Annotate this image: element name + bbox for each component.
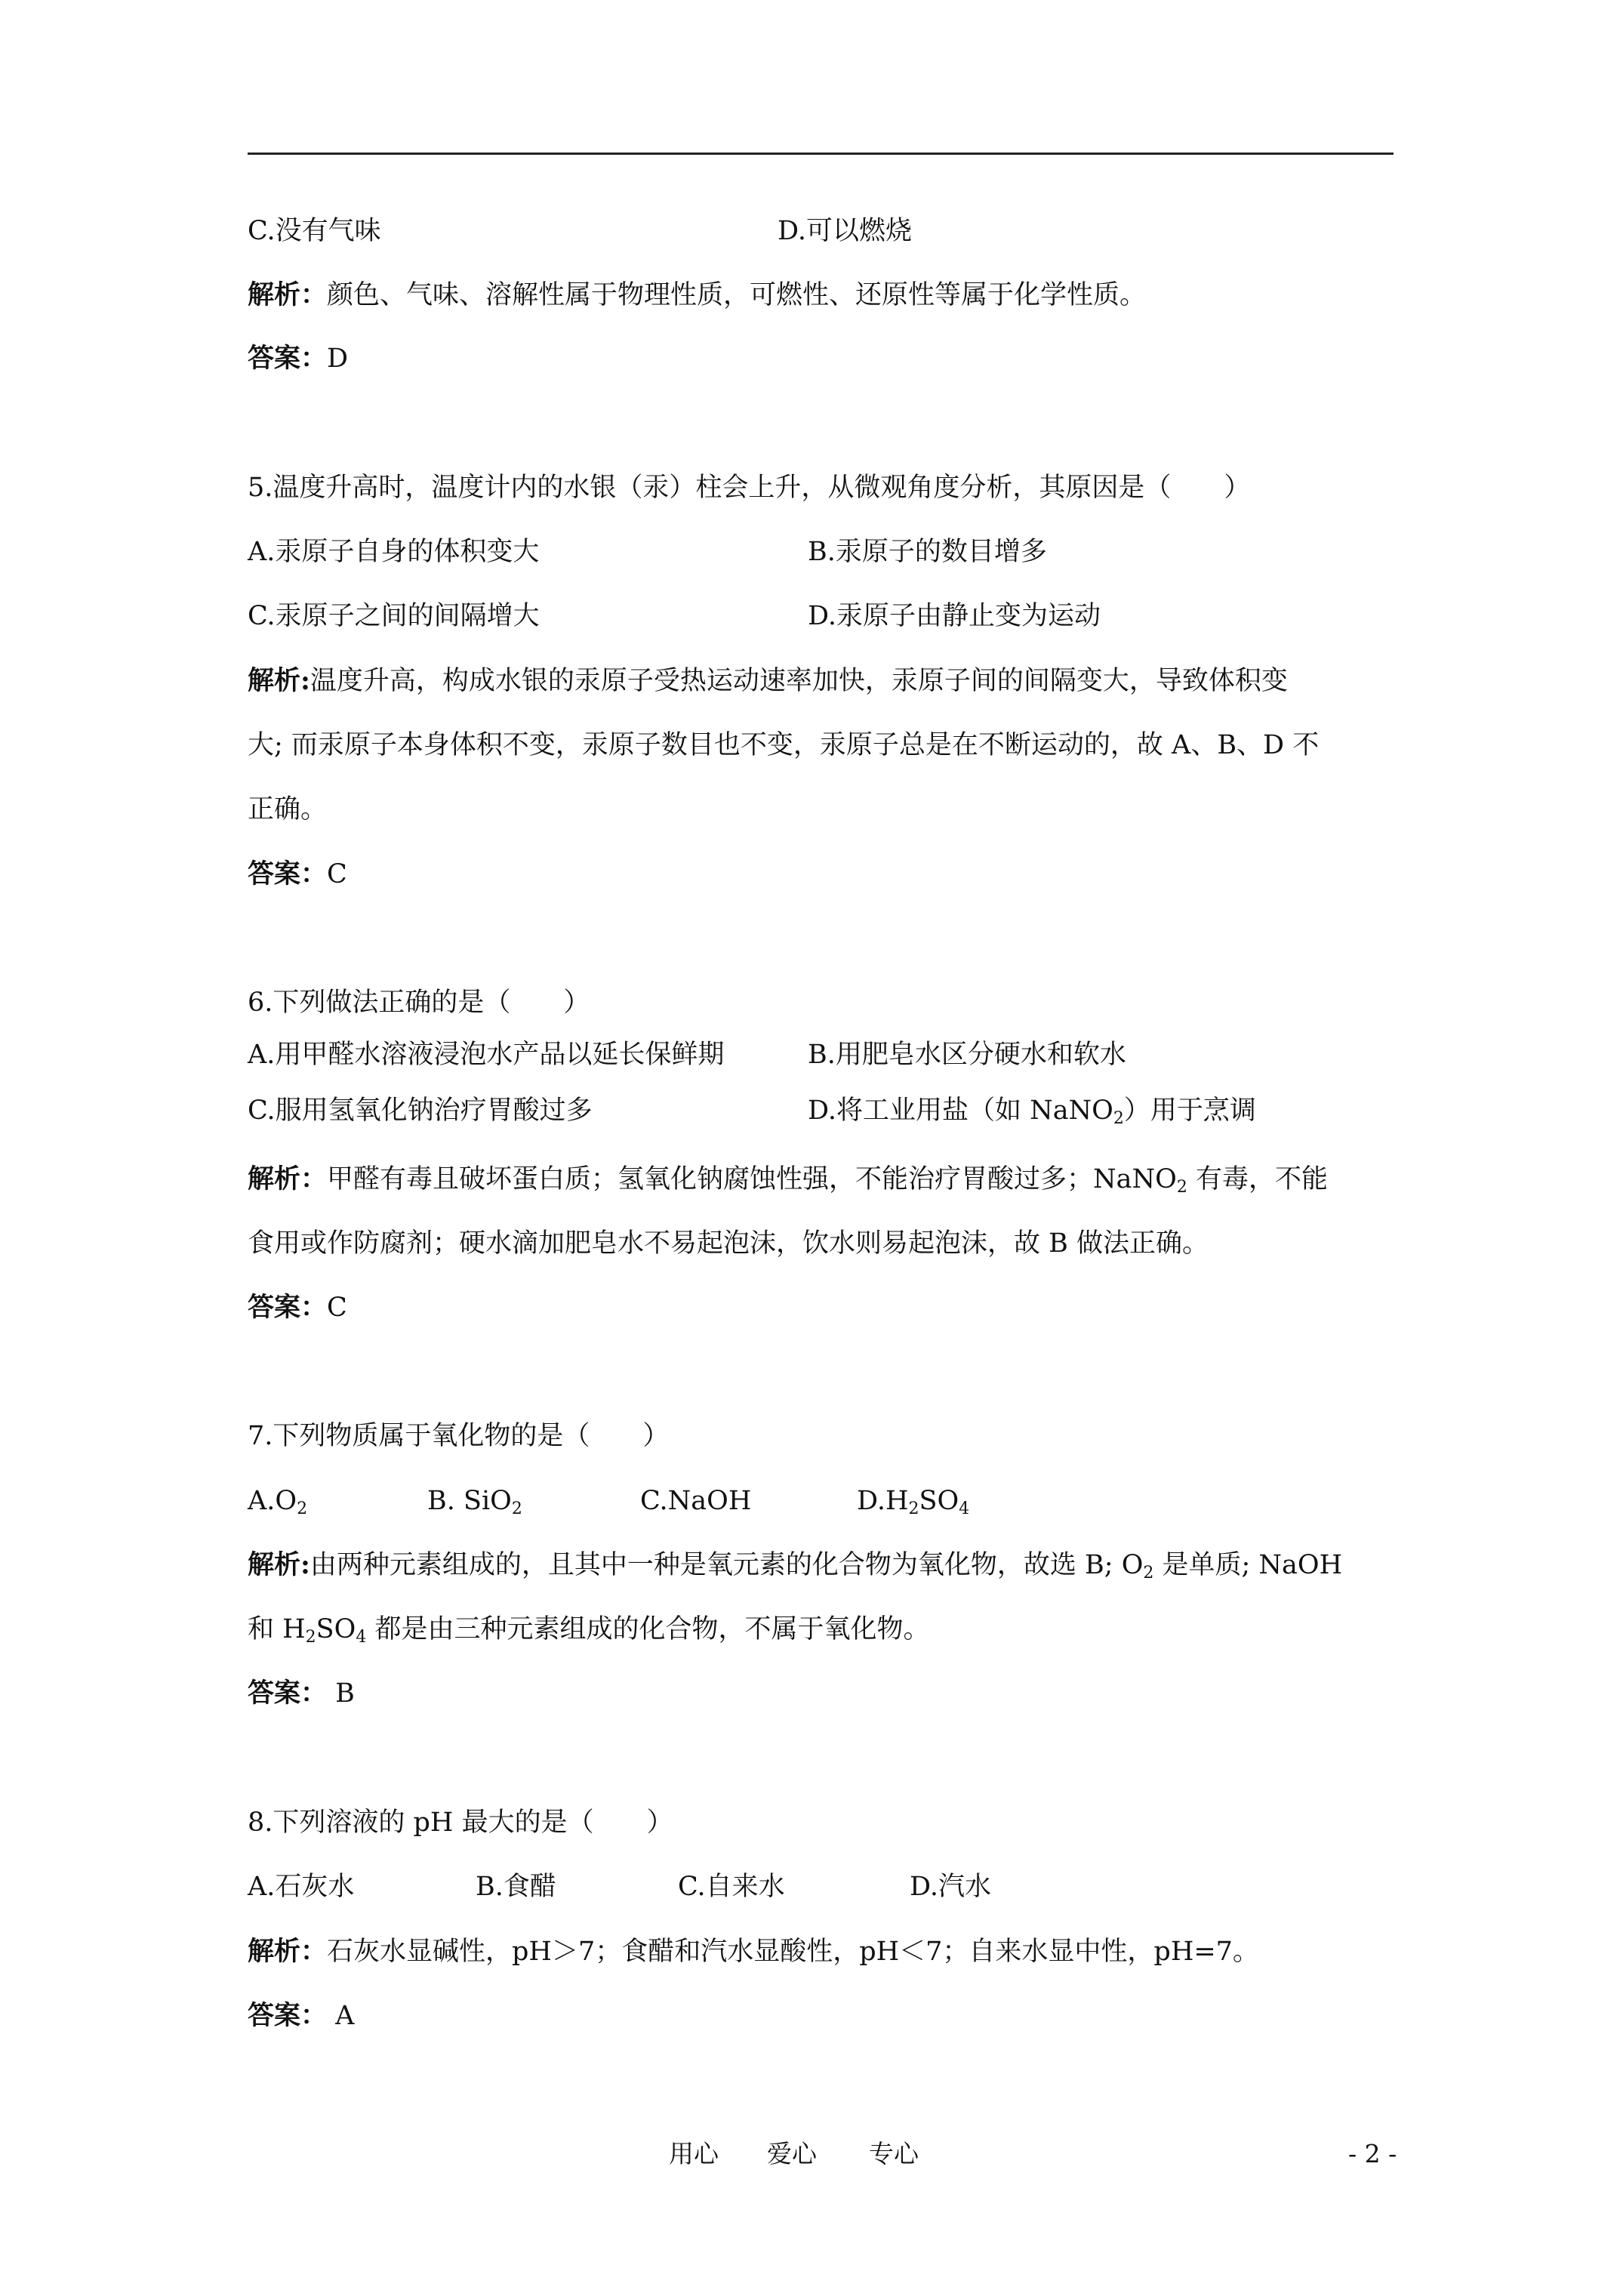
answer-value: C xyxy=(327,859,347,889)
q4-option-d: D.可以燃烧 xyxy=(778,216,912,246)
q5-option-d: D.汞原子由静止变为运动 xyxy=(808,601,1101,631)
footer-word-3: 专心 xyxy=(869,2139,919,2168)
analysis-label: 解析： xyxy=(248,279,328,310)
q6-option-b: B.用肥皂水区分硬水和软水 xyxy=(808,1040,1126,1070)
q5-answer xyxy=(248,858,347,891)
answer-label: 答案： xyxy=(248,1678,328,1709)
header-rule xyxy=(248,153,1394,155)
q5-option-c: C.汞原子之间的间隔增大 xyxy=(248,601,540,631)
q5-analysis-line-3: 正确。 xyxy=(248,794,328,824)
q8-option-c: C.自来水 xyxy=(678,1872,785,1902)
q4-answer xyxy=(248,342,348,375)
answer-value: B xyxy=(327,1678,355,1709)
q6-option-d: D.将工业用盐（如 NaNO$_2$）用于烹调 xyxy=(808,1096,1256,1128)
q5-question: 5.温度升高时，温度计内的水银（汞）柱会上升，从微观角度分析，其原因是（ ） xyxy=(248,473,1251,503)
q8-question: 8.下列溶液的 pH 最大的是（ ） xyxy=(248,1808,673,1838)
q7-question: 7.下列物质属于氧化物的是（ ） xyxy=(248,1421,670,1451)
analysis-label: 解析： xyxy=(248,1163,328,1194)
analysis-label: 解析： xyxy=(248,1936,328,1967)
answer-label: 答案： xyxy=(248,343,328,374)
answer-value: D xyxy=(327,344,349,374)
q6-question: 6.下列做法正确的是（ ） xyxy=(248,988,590,1018)
q7-option-a: $A.O_2$ xyxy=(248,1486,308,1518)
q8-option-d: D.汽水 xyxy=(910,1872,991,1902)
q7-option-d: $D.H_2SO_4$ xyxy=(857,1486,970,1518)
analysis-text: 颜色、气味、溶解性属于物理性质，可燃性、还原性等属于化学性质。 xyxy=(327,280,1147,310)
q5-analysis-line-2: 大; 而汞原子本身体积不变，汞原子数目也不变，汞原子总是在不断运动的，故 A、B、D 不 xyxy=(248,730,1320,760)
analysis-text: 温度升高，构成水银的汞原子受热运动速率加快，汞原子间的间隔变大，导致体积变 xyxy=(310,666,1288,696)
analysis-label: 解析: xyxy=(248,665,310,696)
q7-analysis-line-2: 和 $H_2SO_4$ 都是由三种元素组成的化合物，不属于氧化物。 xyxy=(248,1614,930,1647)
footer-word-2: 爱心 xyxy=(767,2139,817,2168)
answer-value: C xyxy=(327,1293,347,1323)
q4-option-c: C.没有气味 xyxy=(248,216,381,246)
answer-label: 答案： xyxy=(248,2000,328,2031)
q5-analysis-line-1 xyxy=(248,664,1288,698)
q7-analysis-line-1: 解析:由两种元素组成的，且其中一种是氧元素的化合物为氧化物，故选 B; $O_2$ 是单质; NaOH xyxy=(248,1549,1343,1583)
answer-value: A xyxy=(327,2001,355,2031)
q7-answer xyxy=(248,1677,355,1710)
analysis-text: 石灰水显碱性，pH＞7；食醋和汽水显酸性，pH＜7；自来水显中性，pH=7。 xyxy=(327,1937,1259,1967)
q5-option-b: B.汞原子的数目增多 xyxy=(808,537,1047,567)
answer-label: 答案： xyxy=(248,1292,328,1323)
page-number: - 2 - xyxy=(1348,2139,1397,2168)
answer-label: 答案： xyxy=(248,858,328,889)
q6-answer xyxy=(248,1291,347,1324)
q8-option-a: A.石灰水 xyxy=(248,1872,355,1902)
analysis-label: 解析: xyxy=(248,1549,310,1580)
q7-option-b: B. SiO$_2$ xyxy=(427,1486,522,1518)
q7-option-c: C.NaOH xyxy=(640,1486,752,1516)
q8-option-b: B.食醋 xyxy=(476,1872,556,1902)
q4-analysis xyxy=(248,279,1146,312)
q6-analysis-line-2: 食用或作防腐剂；硬水滴加肥皂水不易起泡沫，饮水则易起泡沫，故 B 做法正确。 xyxy=(248,1228,1209,1259)
q5-option-a: A.汞原子自身的体积变大 xyxy=(248,537,540,567)
q8-answer xyxy=(248,1999,354,2032)
q6-option-c: C.服用氢氧化钠治疗胃酸过多 xyxy=(248,1096,593,1126)
q6-option-a: A.用甲醛水溶液浸泡水产品以延长保鲜期 xyxy=(248,1040,725,1070)
footer-word-1: 用心 xyxy=(669,2139,719,2168)
q8-analysis xyxy=(248,1935,1259,1968)
q6-analysis-line-1: 解析：甲醛有毒且破坏蛋白质；氢氧化钠腐蚀性强，不能治疗胃酸过多；NaNO$_2$ 有毒，不能 xyxy=(248,1163,1328,1197)
